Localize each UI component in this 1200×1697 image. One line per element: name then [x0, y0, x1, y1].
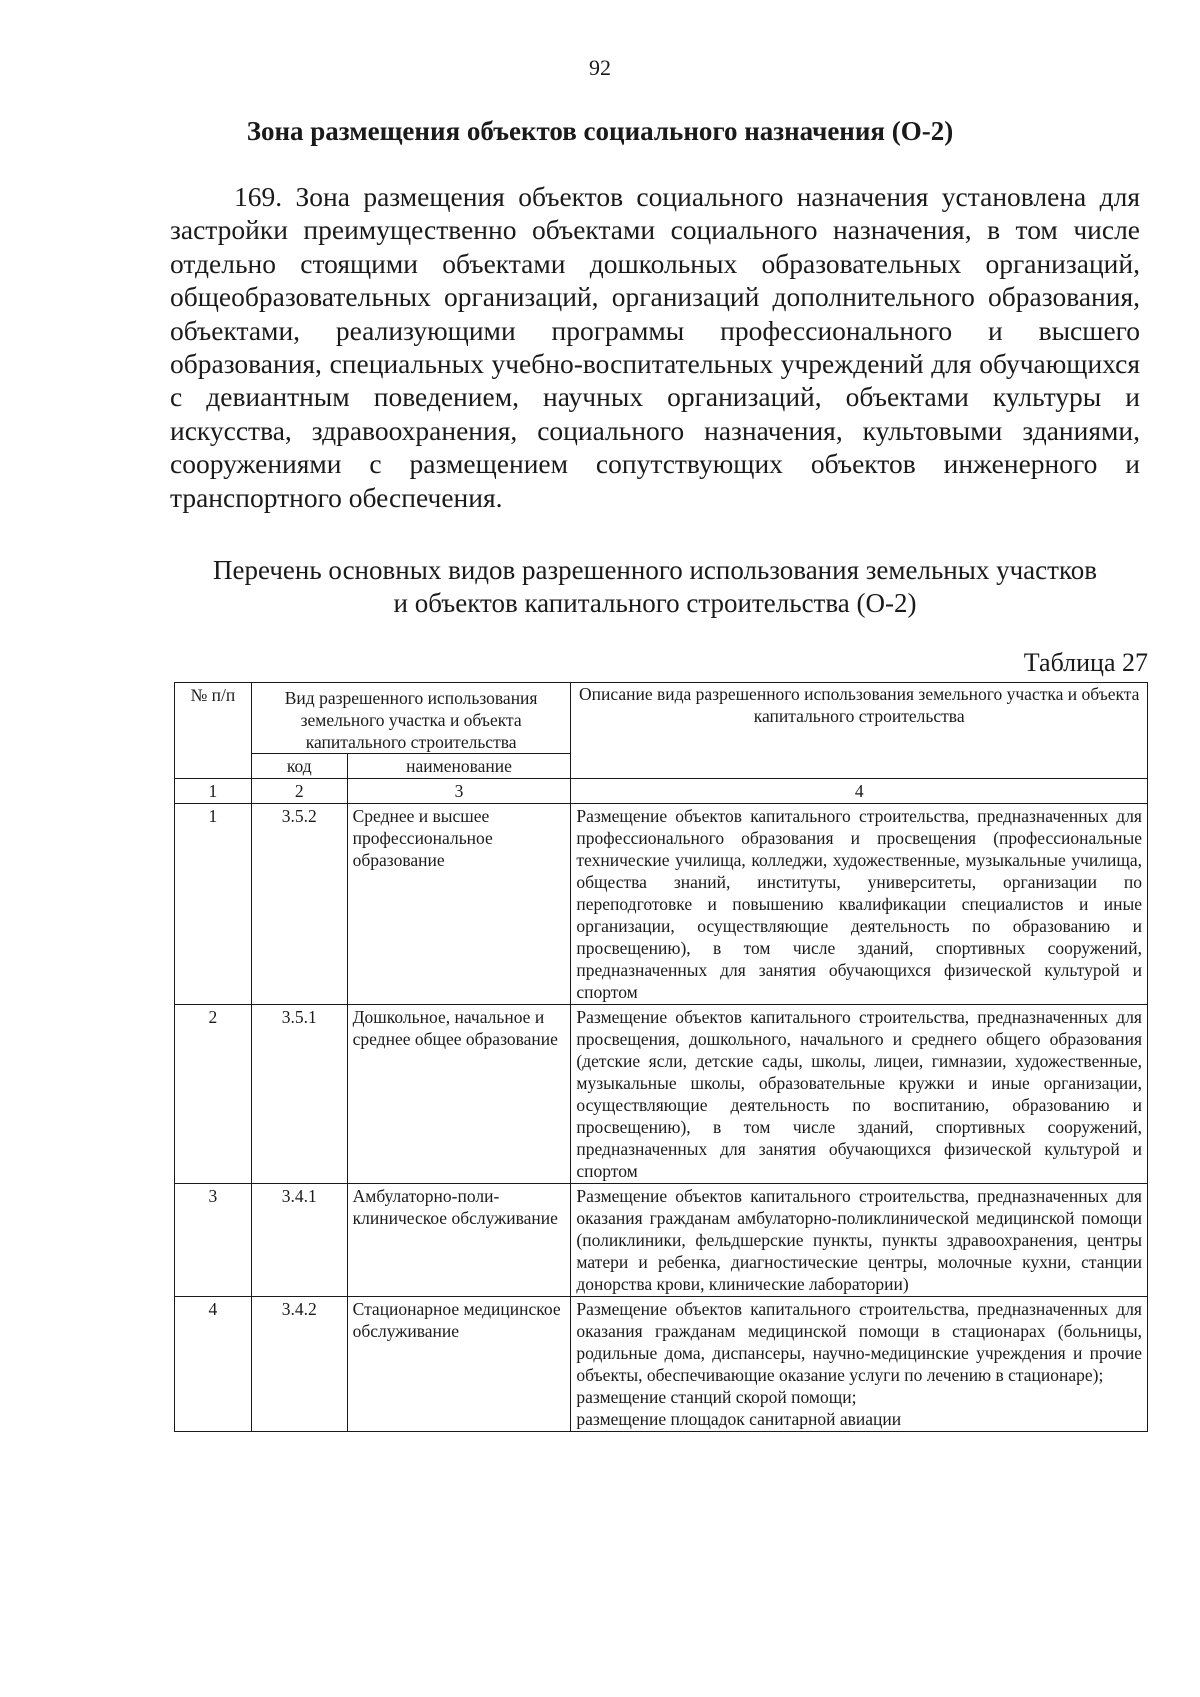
row-description [571, 1005, 1148, 1184]
col-number-1: 1 [175, 779, 252, 804]
column-numbers-row [175, 779, 1148, 804]
col-number-3: 3 [347, 779, 571, 804]
row-code: 3.5.1 [251, 1005, 347, 1184]
row-number: 1 [175, 804, 252, 1005]
row-code: 3.4.2 [251, 1297, 347, 1432]
col-number-4: 4 [571, 779, 1148, 804]
row-number: 2 [175, 1005, 252, 1184]
row-number: 4 [175, 1297, 252, 1432]
row-code: 3.4.1 [251, 1184, 347, 1297]
row-description [571, 804, 1148, 1005]
row-description-text: Размещение объектов капитального строительства, предназначенных для оказания гражданам амбулаторно-поликлинической медицинской помощи (поликлиники, фельдшерские пункты, пункты здравоохранения, центры матери и ребенка, диагностические центры, молочные кухни, станции донорства крови, клинические лаборатории) [576, 1186, 1142, 1294]
table-title-line-1: Перечень основных видов разрешенного использования земельных участков [213, 555, 1097, 585]
zone-description-paragraph: 169. Зона размещения объектов социального назначения установлена для застройки преимущественно объектами социального назначения, в том числе отдельно стоящими объектами дошкольных образовательных организаций, общеобразовательных организаций, организаций дополнительного образования, объектами, реализующими программы профессионального и высшего образования, специальных учебно-воспитательных учреждений для обучающихся с девиантным поведением, научных организаций, объектами культуры и искусства, здравоохранения, социального назначения, культовыми зданиями, сооружениями с размещением сопутствующих объектов инженерного и транспортного обеспечения. [170, 181, 1140, 513]
header-name: наименование [347, 754, 571, 779]
row-description-text: размещение станций скорой помощи; [576, 1387, 857, 1407]
row-name: Амбулаторно-поли-клиническое обслуживание [347, 1184, 571, 1297]
row-description-text: Размещение объектов капитального строительства, предназначенных для оказания гражданам медицинской помощи в стационарах (больницы, родильные дома, диспансеры, научно-медицинские учреждения и прочие объекты, обеспечивающие оказание услуги по лечению в стационаре); [576, 1299, 1142, 1385]
table-header-row [175, 683, 1148, 754]
header-code: код [251, 754, 347, 779]
table-title [160, 554, 1150, 620]
row-description-text: Размещение объектов капитального строительства, предназначенных для просвещения, дошкольного, начального и среднего общего образования (детские ясли, детские сады, школы, лицеи, гимназии, художественные, музыкальные школы, образовательные кружки и иные организации, осуществляющие деятельность по воспитанию, образованию и просвещению), в том числе зданий, спортивных сооружений, предназначенных для занятия обучающихся физической культурой и спортом [576, 1007, 1142, 1181]
row-number: 3 [175, 1184, 252, 1297]
row-description [571, 1184, 1148, 1297]
row-name: Стационарное медицинское обслуживание [347, 1297, 571, 1432]
row-description-text: размещение площадок санитарной авиации [576, 1409, 902, 1429]
land-use-table [174, 682, 1148, 1432]
row-code: 3.5.2 [251, 804, 347, 1005]
zone-heading: Зона размещения объектов социального назначения (О-2) [246, 116, 954, 146]
header-desc: Описание вида разрешенного использования земельного участка и объекта капитального строительства [571, 683, 1148, 779]
col-number-2: 2 [251, 779, 347, 804]
table-title-line-2: и объектов капитального строительства (О-2) [393, 588, 917, 618]
row-name: Среднее и высшее профессиональное образование [347, 804, 571, 1005]
table-row [175, 1184, 1148, 1297]
page-number: 92 [589, 55, 611, 80]
header-num: № п/п [175, 683, 252, 779]
table-row [175, 1005, 1148, 1184]
row-name: Дошкольное, начальное и среднее общее образование [347, 1005, 571, 1184]
table-row [175, 804, 1148, 1005]
table-row [175, 1297, 1148, 1432]
header-kind: Вид разрешенного использования земельного участка и объекта капитального строительства [251, 683, 571, 754]
table-caption: Таблица 27 [1023, 648, 1148, 677]
row-description-text: Размещение объектов капитального строительства, предназначенных для профессионального образования и просвещения (профессиональные технические училища, колледжи, художественные, музыкальные училища, общества знаний, институты, университеты, организации по переподготовке и повышению квалификации специалистов и иные организации, осуществляющие деятельность по образованию и просвещению), в том числе зданий, спортивных сооружений, предназначенных для занятия обучающихся физической культурой и спортом [576, 806, 1142, 1002]
row-description [571, 1297, 1148, 1432]
